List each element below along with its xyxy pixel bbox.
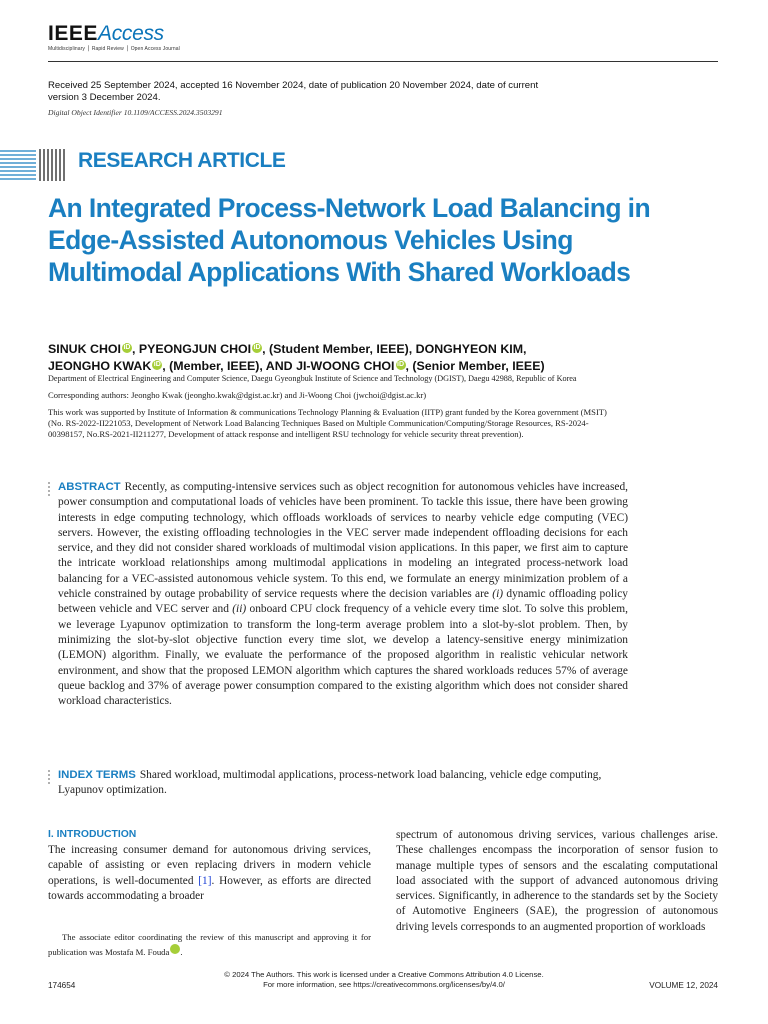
orcid-icon[interactable]: iD [123,344,131,351]
abstract-marker-icon [48,482,52,500]
section-heading: I. INTRODUCTION [48,829,137,840]
abstract-text: onboard CPU clock frequency of a vehicle every time slot. To solve this problem, we leverage Lyapunov optimization to transform the long-term average problem into a slot-by-slot problem. Then, by minimizing the slot-by-slot objective function every time slot, we develop a latency-sensitive energy minimization (LEMON) algorithm. Finally, we evaluate the performance of the proposed algorithm in realistic vehicular network environment, and show that the proposed LEMON algorithm which captures the shared workloads reduces 57% of average queue backlog and 37% of average power consumption compared to the existing algorithm which does not consider shared workload characteristics. [58,603,628,708]
index-terms-marker-icon [48,770,52,788]
abstract-text: Recently, as computing-intensive services such as object recognition for autonomous vehicles have increased, power consumption and computational loads of vehicles have been prominent. To tackle this issue, there have been growing interests in edge computing technology, which offloads workloads of services to nearby vehicle edge computing (VEC) servers. However, the existing offloading technologies in the VEC server made independent offloading decisions for each service, and they did not consider shared workloads of multimodal vision applications. In this paper, we first aim to capture the intricate workload relationships among multimodal applications in modeling an integrated process-network load balancing for a VEC-assisted autonomous vehicle system. To this end, we formulate an energy minimization problem of a vehicle constrained by outage probability of service requests where the decision variables are [58,481,628,601]
journal-logo-ieee: IEEE [48,22,98,45]
journal-tagline: Multidisciplinary ⎪ Rapid Review ⎪ Open Access Journal [48,46,180,52]
body-column-right: spectrum of autonomous driving services, various challenges arise. These challenges encompass the incorporation of sensor fusion to manage multiple types of sensors and the escalating computational load associated with the support of advanced autonomous driving services. Significantly, in adherence to the standards set by the Society of Automotive Engineers (SAE), the progression of autonomous driving levels corresponds to an augmented proportion of workloads [396,829,718,933]
license-link[interactable]: For more information, see https://creativecommons.org/licenses/by/4.0/ [263,980,505,989]
license-line: © 2024 The Authors. This work is licensed under a Creative Commons Attribution 4.0 License. [224,970,544,979]
banner-stripes-icon [0,147,70,183]
orcid-icon[interactable]: iD [170,944,180,954]
page-number: 174654 [48,981,76,990]
abstract-text: dynamic offloading policy between vehicle and VEC server and [58,588,628,616]
author-list [48,341,688,374]
author-role: , (Senior Member, IEEE) [405,358,545,373]
orcid-icon[interactable]: iD [397,360,404,368]
editor-note-end: . [180,947,183,957]
abstract-label: ABSTRACT [58,481,121,493]
editor-footnote [48,930,371,959]
orcid-icon[interactable]: iD [153,360,161,368]
citation-link[interactable]: [1] [198,874,212,887]
index-terms [58,768,628,799]
author-name[interactable]: PYEONGJUN CHOI [138,342,252,356]
corresponding-authors: Corresponding authors: Jeongho Kwak (jeongho.kwak@dgist.ac.kr) and Ji-Woong Choi (jwchoi@dgist.ac.kr) [48,390,427,400]
header-rule [48,61,718,62]
orcid-icon[interactable]: iD [253,344,261,351]
author-role: , (Student Member, IEEE), DONGHYEON KIM, [262,342,527,356]
doi[interactable]: Digital Object Identifier 10.1109/ACCESS.2024.3503291 [48,108,223,117]
volume-label: VOLUME 12, 2024 [649,981,718,990]
abstract-item-marker: (i) [492,588,504,601]
body-text: The increasing consumer demand for autonomous driving services, capable of assisting or even replacing drivers in modern vehicle operations, is well-documented [48,844,371,887]
body-column-left [48,843,371,904]
author-name[interactable]: JEONGHO KWAK [48,358,152,373]
abstract [58,480,628,709]
funding-statement: This work was supported by Institute of Information & communications Technology Planning & Evaluation (IITP) grant funded by the Korea government (MSIT) (No. RS-2022-II221053, Development of Network Load Balancing Techniques Based on Multiple Communication/Computing/Storage Resources, RS-2024-00398157, No.RS-2021-II211277, Development of attack response and intelligent RSU technology for vehicle security threat prevention). [48,407,607,439]
affiliation: Department of Electrical Engineering and Computer Science, Daegu Gyeongbuk Institute of Science and Technology (DGIST), Daegu 42988, Republic of Korea [48,374,577,383]
journal-logo-access: Access [98,22,164,45]
editor-note-text: The associate editor coordinating the review of this manuscript and approving it for publication was Mostafa M. Fouda [48,932,371,957]
received-dates: Received 25 September 2024, accepted 16 November 2024, date of publication 20 November 2024, date of current version 3 December 2024. [48,80,539,103]
author-role: , (Member, IEEE), AND JI-WOONG CHOI [162,358,395,373]
author-separator: , [131,342,139,356]
author-name[interactable]: SINUK CHOI [48,342,121,356]
index-terms-label: INDEX TERMS [58,769,136,781]
article-type: RESEARCH ARTICLE [78,149,286,172]
paper-title: An Integrated Process-Network Load Balancing in Edge-Assisted Autonomous Vehicles Using Multimodal Applications With Shared Workloads [48,193,651,287]
body-text: . However, as efforts are directed towards accommodating a broader [48,874,371,902]
abstract-item-marker: (ii) [232,603,247,616]
index-terms-text: Shared workload, multimodal applications, process-network load balancing, vehicle edge computing, Lyapunov optimization. [58,769,602,797]
